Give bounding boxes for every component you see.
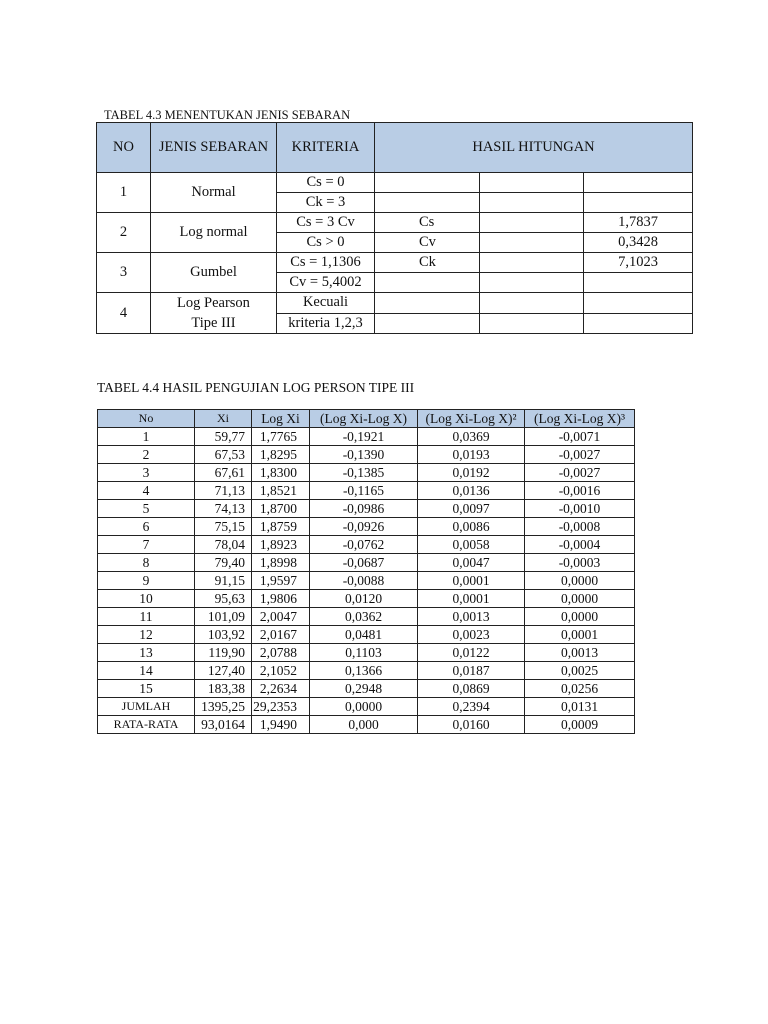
cell-no: 15 — [98, 680, 195, 698]
table-row — [98, 482, 635, 500]
cell-no: 10 — [98, 590, 195, 608]
cell-deviation: -0,0088 — [310, 572, 418, 590]
cell-result-value: 0,3428 — [584, 233, 693, 253]
header-deviation-cubed: (Log Xi-Log X)³ — [525, 410, 635, 428]
cell-deviation-squared: 0,0869 — [418, 680, 525, 698]
cell-log-xi: 2,0788 — [252, 644, 310, 662]
cell-deviation-cubed: 0,0025 — [525, 662, 635, 680]
cell-log-xi: 1,8700 — [252, 500, 310, 518]
cell-deviation: -0,0926 — [310, 518, 418, 536]
cell-deviation: -0,0762 — [310, 536, 418, 554]
cell-deviation-cubed: -0,0008 — [525, 518, 635, 536]
table-row — [97, 173, 693, 193]
cell-deviation-cubed: 0,0009 — [525, 716, 635, 734]
header-kriteria: KRITERIA — [277, 123, 375, 173]
cell-empty — [480, 293, 584, 314]
table-row — [97, 253, 693, 273]
cell-result-value: 7,1023 — [584, 253, 693, 273]
table-row — [98, 608, 635, 626]
cell-deviation: 0,0120 — [310, 590, 418, 608]
cell-result-value: 1,7837 — [584, 213, 693, 233]
cell-xi: 67,53 — [195, 446, 252, 464]
cell-empty — [480, 313, 584, 334]
cell-kriteria: Cs > 0 — [277, 233, 375, 253]
cell-summary-label: JUMLAH — [98, 698, 195, 716]
cell-deviation: -0,1390 — [310, 446, 418, 464]
cell-deviation-cubed: 0,0000 — [525, 572, 635, 590]
header-no: NO — [97, 123, 151, 173]
cell-empty — [480, 233, 584, 253]
cell-kriteria: kriteria 1,2,3 — [277, 313, 375, 334]
cell-deviation-squared: 0,0058 — [418, 536, 525, 554]
summary-row — [98, 716, 635, 734]
cell-deviation-squared: 0,0136 — [418, 482, 525, 500]
cell-xi: 71,13 — [195, 482, 252, 500]
table-row — [98, 464, 635, 482]
table-row — [97, 293, 693, 314]
cell-xi: 93,0164 — [195, 716, 252, 734]
cell-deviation-squared: 0,0001 — [418, 590, 525, 608]
cell-empty — [480, 253, 584, 273]
cell-empty — [375, 293, 480, 314]
cell-empty — [375, 173, 480, 193]
table-row — [98, 644, 635, 662]
cell-deviation-cubed: -0,0004 — [525, 536, 635, 554]
header-hasil-hitungan: HASIL HITUNGAN — [375, 123, 693, 173]
cell-no: 1 — [97, 173, 151, 213]
table-row — [98, 554, 635, 572]
cell-xi: 78,04 — [195, 536, 252, 554]
cell-kriteria: Kecuali — [277, 293, 375, 314]
cell-deviation-squared: 0,0013 — [418, 608, 525, 626]
cell-xi: 95,63 — [195, 590, 252, 608]
cell-log-xi: 2,2634 — [252, 680, 310, 698]
cell-kriteria: Ck = 3 — [277, 193, 375, 213]
cell-deviation-squared: 0,0187 — [418, 662, 525, 680]
cell-result-label: Ck — [375, 253, 480, 273]
cell-empty — [480, 213, 584, 233]
jenis-line: Log Pearson — [177, 295, 250, 311]
cell-no: 13 — [98, 644, 195, 662]
cell-no: 9 — [98, 572, 195, 590]
table-row — [98, 626, 635, 644]
cell-deviation: -0,1385 — [310, 464, 418, 482]
cell-xi: 127,40 — [195, 662, 252, 680]
cell-deviation: -0,1921 — [310, 428, 418, 446]
table-4-3-caption: TABEL 4.3 MENENTUKAN JENIS SEBARAN — [104, 108, 351, 122]
cell-deviation-squared: 0,0369 — [418, 428, 525, 446]
cell-deviation-squared: 0,0023 — [418, 626, 525, 644]
cell-empty — [584, 293, 693, 314]
cell-no: 6 — [98, 518, 195, 536]
cell-deviation: -0,0986 — [310, 500, 418, 518]
summary-row — [98, 698, 635, 716]
cell-deviation: 0,2948 — [310, 680, 418, 698]
cell-summary-label: RATA-RATA — [98, 716, 195, 734]
cell-deviation-cubed: -0,0016 — [525, 482, 635, 500]
cell-log-xi: 1,8998 — [252, 554, 310, 572]
cell-xi: 103,92 — [195, 626, 252, 644]
cell-log-xi: 1,9597 — [252, 572, 310, 590]
cell-log-xi: 1,8295 — [252, 446, 310, 464]
cell-xi: 183,38 — [195, 680, 252, 698]
cell-xi: 75,15 — [195, 518, 252, 536]
cell-empty — [480, 173, 584, 193]
cell-no: 2 — [97, 213, 151, 253]
cell-deviation-squared: 0,0097 — [418, 500, 525, 518]
cell-no: 11 — [98, 608, 195, 626]
cell-xi: 119,90 — [195, 644, 252, 662]
cell-deviation-cubed: 0,0000 — [525, 608, 635, 626]
table-jenis-sebaran — [96, 122, 693, 334]
cell-empty — [584, 313, 693, 334]
cell-log-xi: 29,2353 — [252, 698, 310, 716]
cell-no: 5 — [98, 500, 195, 518]
cell-no: 4 — [98, 482, 195, 500]
cell-deviation-cubed: -0,0071 — [525, 428, 635, 446]
cell-deviation-squared: 0,0160 — [418, 716, 525, 734]
table-row — [98, 590, 635, 608]
cell-deviation-cubed: -0,0003 — [525, 554, 635, 572]
cell-deviation-cubed: 0,0131 — [525, 698, 635, 716]
table-row — [98, 662, 635, 680]
table-row — [98, 536, 635, 554]
cell-xi: 101,09 — [195, 608, 252, 626]
cell-deviation-cubed: 0,0256 — [525, 680, 635, 698]
cell-deviation: 0,0000 — [310, 698, 418, 716]
cell-deviation-cubed: -0,0027 — [525, 446, 635, 464]
cell-empty — [584, 273, 693, 293]
cell-deviation: 0,0362 — [310, 608, 418, 626]
cell-no: 7 — [98, 536, 195, 554]
cell-deviation: -0,0687 — [310, 554, 418, 572]
cell-empty — [375, 193, 480, 213]
cell-deviation-cubed: 0,0000 — [525, 590, 635, 608]
cell-log-xi: 1,8923 — [252, 536, 310, 554]
cell-deviation: -0,1165 — [310, 482, 418, 500]
table-header-row — [98, 410, 635, 428]
cell-deviation: 0,1366 — [310, 662, 418, 680]
cell-xi: 74,13 — [195, 500, 252, 518]
cell-deviation-cubed: 0,0001 — [525, 626, 635, 644]
table-pengujian-log-pearson — [97, 409, 635, 734]
cell-deviation-squared: 0,0193 — [418, 446, 525, 464]
cell-no: 14 — [98, 662, 195, 680]
cell-xi: 79,40 — [195, 554, 252, 572]
cell-no: 3 — [98, 464, 195, 482]
cell-deviation: 0,0481 — [310, 626, 418, 644]
cell-jenis — [151, 293, 277, 334]
cell-no: 8 — [98, 554, 195, 572]
cell-deviation-cubed: 0,0013 — [525, 644, 635, 662]
table-row — [97, 213, 693, 233]
cell-log-xi: 1,8521 — [252, 482, 310, 500]
cell-log-xi: 2,0167 — [252, 626, 310, 644]
cell-xi: 1395,25 — [195, 698, 252, 716]
table-4-4-caption: TABEL 4.4 HASIL PENGUJIAN LOG PERSON TIPE III — [97, 380, 415, 395]
cell-kriteria: Cs = 1,1306 — [277, 253, 375, 273]
cell-kriteria: Cv = 5,4002 — [277, 273, 375, 293]
cell-deviation-squared: 0,0086 — [418, 518, 525, 536]
jenis-line: Tipe III — [191, 315, 236, 331]
table-row — [98, 446, 635, 464]
cell-deviation-squared: 0,0122 — [418, 644, 525, 662]
cell-empty — [480, 193, 584, 213]
cell-log-xi: 1,8300 — [252, 464, 310, 482]
cell-log-xi: 2,0047 — [252, 608, 310, 626]
cell-no: 4 — [97, 293, 151, 334]
cell-jenis: Normal — [151, 173, 277, 213]
cell-deviation-squared: 0,2394 — [418, 698, 525, 716]
cell-no: 3 — [97, 253, 151, 293]
cell-empty — [480, 273, 584, 293]
cell-result-label: Cv — [375, 233, 480, 253]
table-row — [98, 518, 635, 536]
cell-jenis: Gumbel — [151, 253, 277, 293]
cell-deviation: 0,1103 — [310, 644, 418, 662]
header-deviation: (Log Xi-Log X) — [310, 410, 418, 428]
table-row — [98, 680, 635, 698]
cell-log-xi: 1,7765 — [252, 428, 310, 446]
header-no: No — [98, 410, 195, 428]
table-header-row — [97, 123, 693, 173]
table-row — [98, 572, 635, 590]
cell-deviation-squared: 0,0047 — [418, 554, 525, 572]
table-row — [98, 500, 635, 518]
cell-empty — [584, 193, 693, 213]
cell-log-xi: 1,9806 — [252, 590, 310, 608]
cell-empty — [375, 273, 480, 293]
cell-deviation-cubed: -0,0027 — [525, 464, 635, 482]
header-jenis-sebaran: JENIS SEBARAN — [151, 123, 277, 173]
cell-deviation-squared: 0,0192 — [418, 464, 525, 482]
cell-log-xi: 1,8759 — [252, 518, 310, 536]
header-xi: Xi — [195, 410, 252, 428]
cell-log-xi: 1,9490 — [252, 716, 310, 734]
cell-empty — [375, 313, 480, 334]
cell-result-label: Cs — [375, 213, 480, 233]
header-deviation-squared: (Log Xi-Log X)² — [418, 410, 525, 428]
cell-log-xi: 2,1052 — [252, 662, 310, 680]
cell-empty — [584, 173, 693, 193]
cell-xi: 91,15 — [195, 572, 252, 590]
cell-no: 12 — [98, 626, 195, 644]
cell-xi: 67,61 — [195, 464, 252, 482]
cell-no: 1 — [98, 428, 195, 446]
table-row — [98, 428, 635, 446]
cell-deviation-squared: 0,0001 — [418, 572, 525, 590]
cell-deviation-cubed: -0,0010 — [525, 500, 635, 518]
cell-deviation: 0,000 — [310, 716, 418, 734]
header-log-xi: Log Xi — [252, 410, 310, 428]
cell-kriteria: Cs = 0 — [277, 173, 375, 193]
cell-kriteria: Cs = 3 Cv — [277, 213, 375, 233]
cell-no: 2 — [98, 446, 195, 464]
cell-xi: 59,77 — [195, 428, 252, 446]
cell-jenis: Log normal — [151, 213, 277, 253]
